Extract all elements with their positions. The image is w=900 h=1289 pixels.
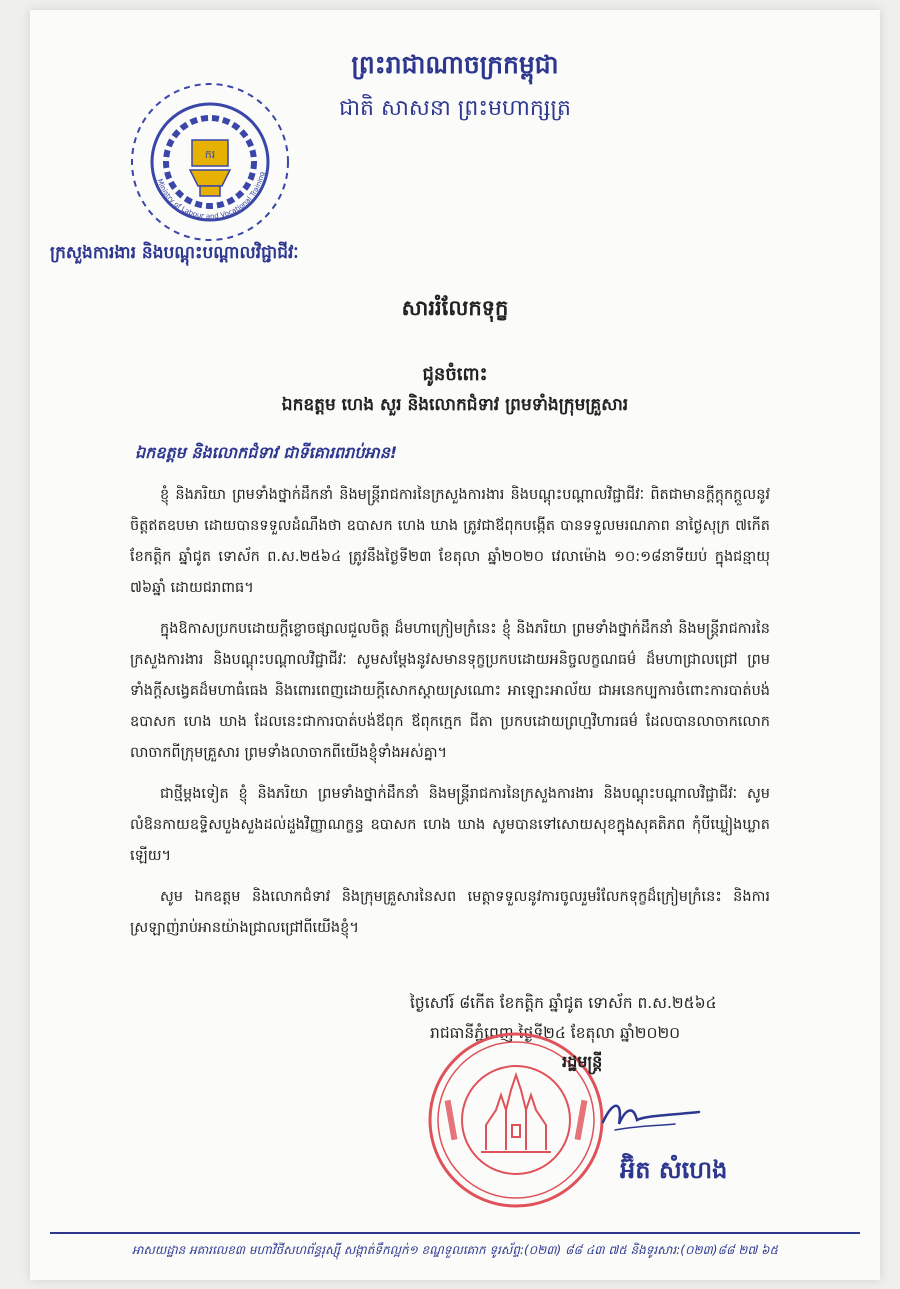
lunar-date: ថ្ងៃសៅរ៍ ៨កើត ខែកត្តិក ឆ្នាំជូត ទោស័ក ព.ស.២៥៦៤: [410, 994, 717, 1012]
kingdom-title: ព្រះរាជាណាចក្រកម្ពុជា: [351, 50, 559, 79]
footer-address: អាសយដ្ឋាន អគារលេខ៣ មហាវិថីសហព័ន្ធរុស្ស៊ី សង្កាត់ទឹកល្អក់១ ខណ្ឌទួលគោក ទូរស័ព្ទ:(០២៣) ៨៨ ៤៣ ៧៥ និងទូរសារ:(០២៣)៨៨ ២៧ ៦៥: [131, 1243, 779, 1257]
kingdom-header: [320, 50, 590, 126]
recipient-intro: ជូនចំពោះ: [422, 364, 488, 385]
signer-name: អ៊ិត សំហេង: [620, 1156, 728, 1184]
logo-emblem-text: ករ: [204, 148, 216, 161]
kingdom-motto: ជាតិ សាសនា ព្រះមហាក្សត្រ: [339, 96, 571, 121]
paragraph: ក្នុងឱកាសប្រកបដោយក្តីខ្លោចផ្សាលជួលចិត្ត ដ៏មហាក្រៀមក្រំនេះ ខ្ញុំ និងភរិយា ព្រមទាំងថ្នាក់ដឹកនាំ និងមន្ត្រីរាជការនៃក្រសួងការងារ និងបណ្តុះបណ្តាលវិជ្ជាជីវៈ សូមសម្តែងនូវសមានទុក្ខប្រកបដោយអនិច្ចលក្ខណធម៌ ដ៏មហាជ្រាលជ្រៅ ព្រមទាំងក្តីសង្វេគដ៏មហាធំធេង និងពោរពេញដោយក្តីសោកស្តាយស្រណោះ អាឡោះអាល័យ ជាអនេកប្បការចំពោះការបាត់បង់ ឧបាសក ហេង ឃាង ដែលនេះជាការបាត់បង់ឪពុក ឪពុកក្មេក ជីតា ប្រកបដោយព្រហ្មវិហារធម៌ ដែលបានលាចាកលោក លាចាកពីក្រុមគ្រួសារ ព្រមទាំងលាចាកពីយើងខ្ញុំទាំងអស់គ្នា។: [130, 621, 770, 761]
salutation: ឯកឧត្តម និងលោកជំទាវ ជាទីគោរពរាប់អាន!: [135, 443, 398, 462]
paragraph: ខ្ញុំ និងភរិយា ព្រមទាំងថ្នាក់ដឹកនាំ និងមន្ត្រីរាជការនៃក្រសួងការងារ និងបណ្តុះបណ្តាលវិជ្ជាជីវៈ ពិតជាមានក្តីក្តុកក្តួលនូវចិត្តឥតឧបមា ដោយបានទទួលដំណឹងថា ឧបាសក ហេង ឃាង ត្រូវជាឪពុកបង្កើត បានទទួលមរណភាព នាថ្ងៃសុក្រ ៧កើត ខែកត្តិក ឆ្នាំជូត ទោស័ក ព.ស.២៥៦៤ ត្រូវនឹងថ្ងៃទី២៣ ខែតុលា ឆ្នាំ២០២០ វេលាម៉ោង ១០:១៨នាទីយប់ ក្នុងជន្មាយុ ៧៦ឆ្នាំ ដោយជរាពាធ។: [130, 487, 770, 596]
logo-ring-text: Ministry of Labour and Vocational Training: [155, 171, 267, 221]
paragraph: សូម ឯកឧត្តម និងលោកជំទាវ និងក្រុមគ្រួសារនៃសព មេត្តាទទួលនូវការចូលរួមរំលែកទុក្ខដ៏ក្រៀមក្រំនេះ និងការស្រឡាញ់រាប់អានយ៉ាងជ្រាលជ្រៅពីយើងខ្ញុំ។: [130, 889, 770, 936]
ministry-logo: [130, 82, 290, 242]
footer-divider: [50, 1232, 860, 1234]
recipient-name: ឯកឧត្តម ហេង សួរ និងលោកជំទាវ ព្រមទាំងក្រុមគ្រួសារ: [281, 395, 629, 415]
letter-body: [130, 480, 770, 954]
ministry-name: ក្រសួងការងារ និងបណ្តុះបណ្តាលវិជ្ជាជីវៈ: [50, 243, 299, 263]
place-date: រាជធានីភ្នំពេញ ថ្ងៃទី២៤ ខែតុលា ឆ្នាំ២០២០: [430, 1024, 681, 1042]
letter-title: សាររំលែកទុក្ខ: [401, 296, 509, 320]
minister-title: រដ្ឋមន្ត្រី: [562, 1052, 603, 1071]
letter-sheet: [30, 10, 880, 1280]
paragraph: ជាថ្មីម្តងទៀត ខ្ញុំ និងភរិយា ព្រមទាំងថ្នាក់ដឹកនាំ និងមន្ត្រីរាជការនៃក្រសួងការងារ និងបណ្តុះបណ្តាលវិជ្ជាជីវៈ សូមលំឱនកាយឧទ្ទិសបួងសួងដល់ដួងវិញ្ញាណក្ខន្ធ ឧបាសក ហេង ឃាង សូមបានទៅសោយសុខក្នុងសុគតិភព កុំបីឃ្លៀងឃ្លាតឡើយ។: [130, 786, 770, 864]
signature-mark: [595, 1090, 705, 1140]
